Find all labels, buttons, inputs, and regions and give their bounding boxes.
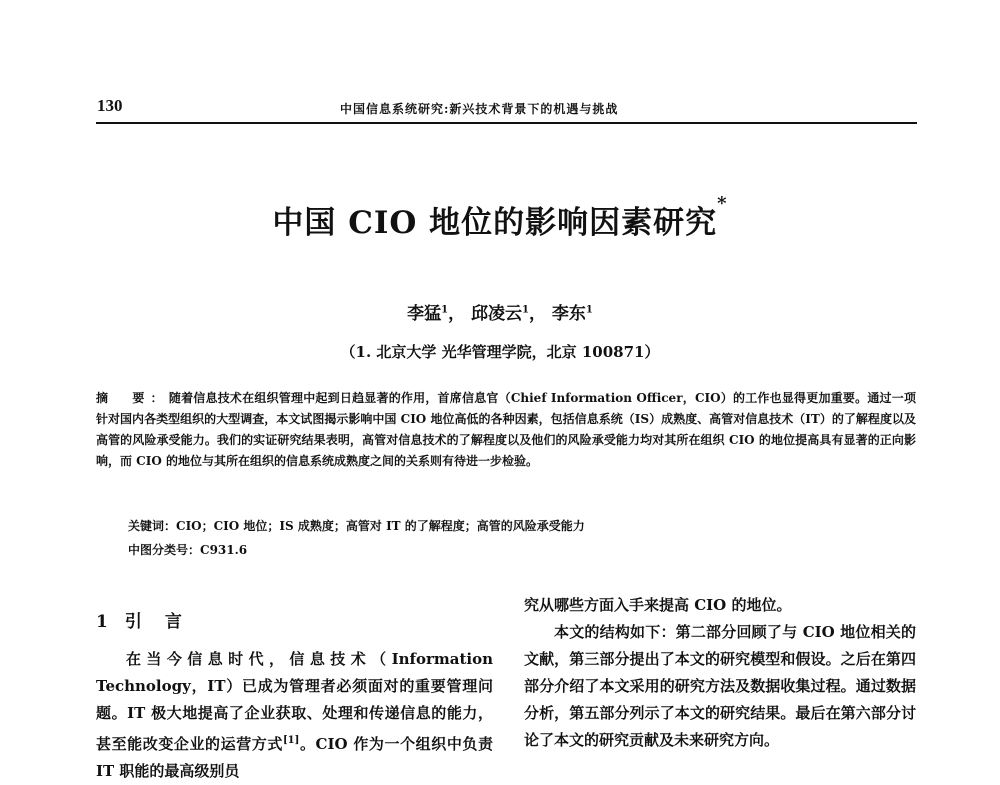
paper-title	[0, 193, 1000, 242]
body-paragraph: 本文的结构如下：第二部分回顾了与 CIO 地位相关的文献，第三部分提出了本文的研究模型和假设。之后在第四部分介绍了本文采用的研究方法及数据收集过程。通过数据分析，第五部分列示了本文的研究结果。最后在第六部分讨论了本文的研究贡献及未来研究方向。	[524, 623, 916, 749]
author-name: 李猛	[407, 304, 442, 324]
citation: [1]	[282, 735, 300, 746]
classification-value: C931.6	[200, 543, 248, 557]
title-footnote-mark: *	[717, 193, 728, 214]
paragraph-text: 在当今信息时代，信息技术（Information Technology，IT）已成为管理者必须面对的重要管理问题。IT 极大地提高了企业获取、处理和传递信息的能力，甚至能改变企业的运营方式	[96, 650, 493, 753]
classification-label: 中图分类号：	[128, 543, 201, 557]
abstract-label: 摘 要：	[96, 391, 169, 405]
author-list: 李猛$^1$， 邱凌云$^1$， 李东$^1$	[407, 304, 593, 324]
author-name: 李东	[551, 304, 586, 324]
abstract	[96, 388, 916, 472]
title-text: 中国 CIO 地位的影响因素研究	[272, 205, 718, 241]
running-header: 中国信息系统研究:新兴技术背景下的机遇与挑战	[340, 102, 619, 116]
header-rule	[96, 122, 917, 124]
section-heading	[96, 607, 185, 632]
affiliation: （1. 北京大学 光华管理学院，北京 100871）	[340, 343, 660, 361]
keywords-label: 关键词：	[128, 519, 177, 533]
keywords	[128, 517, 918, 534]
body-paragraph	[96, 646, 493, 785]
abstract-text: 随着信息技术在组织管理中起到日趋显著的作用，首席信息官（Chief Information Officer，CIO）的工作也显得更加重要。通过一项针对国内各类型组织的大型调查，本文试图揭示影响中国 CIO 地位高低的各种因素，包括信息系统（IS）成熟度、高管对信息技术（IT）的了解程度以及高管的风险承受能力。我们的实证研究结果表明，高管对信息技术的了解程度以及他们的风险承受能力均对其所在组织 CIO 的地位提高具有显著的正向影响，而 CIO 的地位与其所在组织的信息系统成熟度之间的关系则有待进一步检验。	[96, 391, 916, 468]
section-number: 1	[96, 612, 111, 632]
author-name: 邱凌云	[471, 304, 523, 324]
body-paragraph: 究从哪些方面入手来提高 CIO 的地位。	[524, 596, 792, 614]
paragraph-text: 。CIO 作为一个组织中负责 IT 职能的最高级别员	[96, 735, 493, 780]
section-title: 引 言	[124, 612, 185, 632]
body-column-right	[524, 592, 916, 754]
body-column-left	[96, 646, 493, 785]
keywords-text: CIO；CIO 地位；IS 成熟度；高管对 IT 的了解程度；高管的风险承受能力	[176, 519, 585, 533]
author-affiliation-mark: 1	[585, 304, 593, 316]
classification-number	[128, 541, 247, 558]
page-number: 130	[97, 96, 123, 115]
author-affiliation-mark: 1	[522, 304, 529, 316]
author-affiliation-mark: 1	[441, 304, 449, 316]
